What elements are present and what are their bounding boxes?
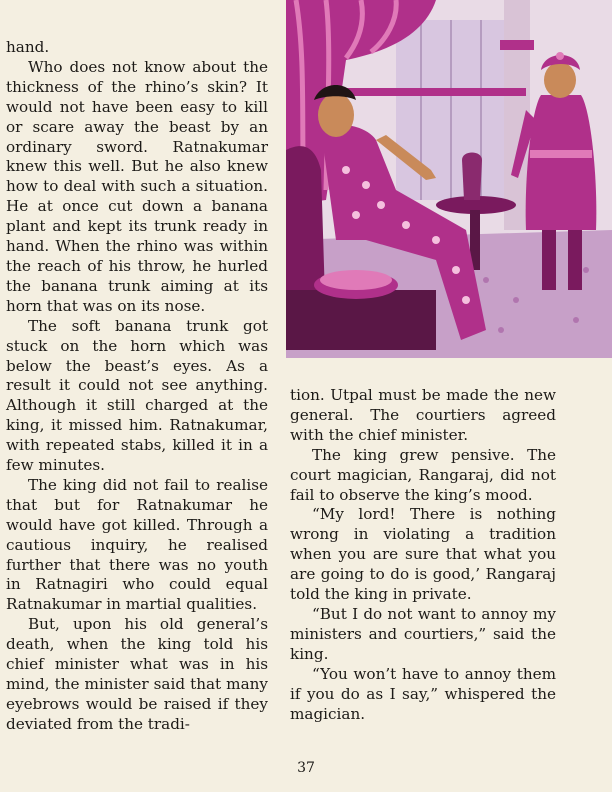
story-illustration bbox=[286, 0, 612, 358]
page-number: 37 bbox=[297, 760, 315, 776]
paragraph: But, upon his old general’s death, when the king told his chief minister what was in his mind, the minister said that many eyebrows would be raised if they deviated from the tradi- bbox=[6, 615, 268, 733]
paragraph: “But I do not want to annoy my ministers and courtiers,” said the king. bbox=[290, 604, 556, 663]
paragraph: hand. bbox=[6, 38, 50, 56]
paragraph: The soft banana trunk got stuck on the horn which was below the beast’s eyes. As a result it could not see anything. Although it still charged at the king, it missed him. Ratnakumar, with repeated stabs, killed it in a few minutes. bbox=[6, 316, 268, 475]
left-text-column bbox=[6, 38, 268, 735]
right-text-column bbox=[290, 386, 556, 724]
paragraph: tion. Utpal must be made the new general. The courtiers agreed with the chief minister. bbox=[290, 386, 556, 444]
paragraph: The king grew pensive. The court magician, Rangaraj, did not fail to observe the king’s mood. bbox=[290, 445, 556, 504]
paragraph: Who does not know about the thickness of the rhino’s skin? It would not have been easy to kill or scare away the beast by an ordinary sword. Ratnakumar knew this well. But he also knew how to deal with such a situation. He at once cut down a banana plant and kept its trunk ready in hand. When the rhino was within the reach of his throw, he hurled the banana trunk aiming at its horn that was on its nose. bbox=[6, 57, 268, 315]
paragraph: “You won’t have to annoy them if you do as I say,” whispered the magician. bbox=[290, 664, 556, 723]
paragraph: The king did not fail to realise that but for Ratnakumar he would have got killed. Through a cautious inquiry, he realised further that there was no youth in Ratnagiri who could equal Ratnakumar in martial qualities. bbox=[6, 475, 268, 614]
paragraph: “My lord! There is nothing wrong in violating a tradition when you are sure that what you are going to do is good,’ Rangaraj told the king in private. bbox=[290, 505, 556, 604]
